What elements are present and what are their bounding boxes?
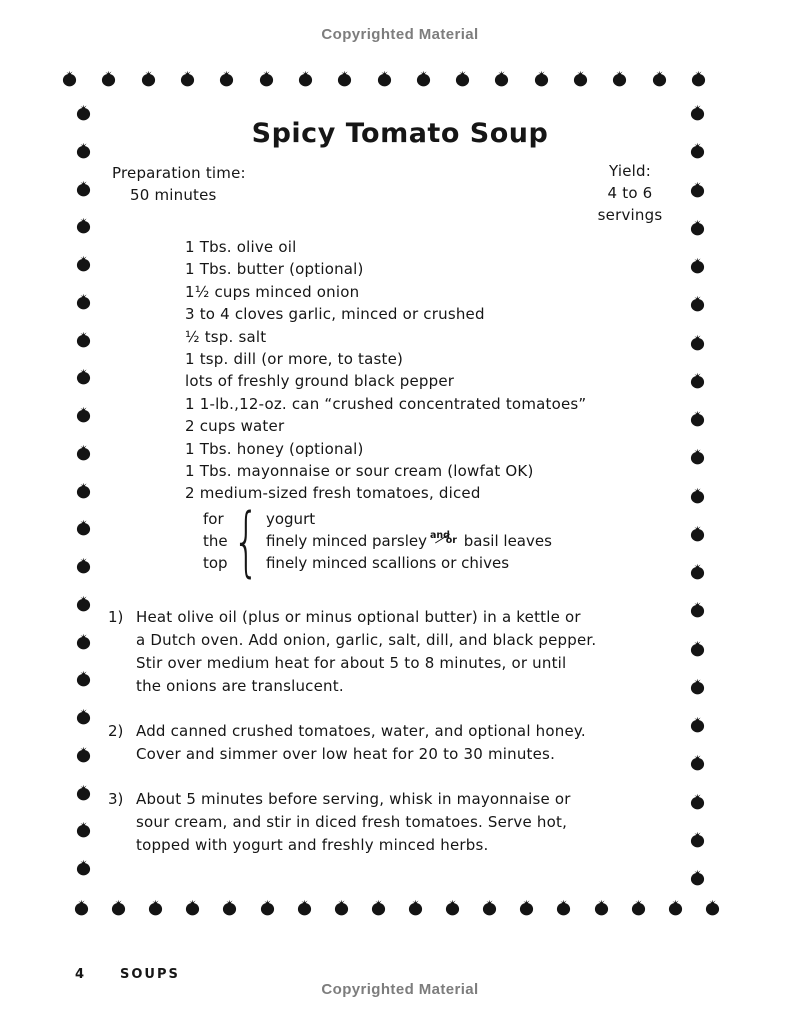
prep-time-block: [112, 162, 246, 206]
tomato-icon: [688, 408, 707, 429]
ingredient-line: 1½ cups minced onion: [185, 282, 360, 301]
tomato-icon: [146, 897, 165, 918]
copyright-notice-top: Copyrighted Material: [321, 26, 479, 43]
yield-value: 4 to 6: [607, 184, 653, 202]
topping-label-word: the: [203, 532, 228, 550]
tomato-icon: [139, 68, 158, 89]
step-text: [136, 788, 571, 857]
ingredient-line: 2 medium-sized fresh tomatoes, diced: [185, 484, 481, 503]
tomato-icon: [532, 68, 551, 89]
tomato-icon: [74, 782, 93, 803]
tomato-icon: [492, 68, 511, 89]
tomato-icon: [74, 253, 93, 274]
tomato-icon: [60, 68, 79, 89]
ingredient-line: lots of freshly ground black pepper: [185, 372, 455, 391]
tomato-icon: [74, 857, 93, 878]
tomato-icon: [453, 68, 472, 89]
tomato-icon: [74, 178, 93, 199]
topping-label-word: top: [203, 554, 228, 572]
recipe-title: Spicy Tomato Soup: [251, 118, 549, 149]
step-text-line: Heat olive oil (plus or minus optional butter) in a kettle or: [136, 608, 581, 626]
tomato-icon: [688, 867, 707, 888]
tomato-icon: [517, 897, 536, 918]
tomato-icon: [406, 897, 425, 918]
tomato-icon: [688, 714, 707, 735]
step-text-line: Stir over medium heat for about 5 to 8 minutes, or until: [136, 654, 567, 672]
yield-label: Yield:: [609, 162, 651, 180]
tomato-icon: [74, 366, 93, 387]
ingredient-line: 3 to 4 cloves garlic, minced or crushed: [185, 305, 485, 324]
tomato-icon: [688, 370, 707, 391]
step-text: [136, 606, 596, 698]
tomato-icon: [650, 68, 669, 89]
step-text-line: Add canned crushed tomatoes, water, and optional honey.: [136, 722, 586, 740]
tomato-icon: [295, 897, 314, 918]
tomato-icon: [688, 523, 707, 544]
tomato-icon: [74, 706, 93, 727]
ingredient-line: 1 1-lb.,12-oz. can “crushed concentrated tomatoes”: [185, 394, 587, 413]
instruction-step: [108, 606, 683, 698]
topping-label: [203, 508, 228, 574]
topping-item: yogurt: [265, 510, 316, 528]
tomato-icon: [688, 829, 707, 850]
step-text-line: Cover and simmer over low heat for 20 to 30 minutes.: [136, 745, 556, 763]
yield-unit: servings: [597, 206, 663, 224]
tomato-icon: [74, 442, 93, 463]
tomato-icon: [688, 599, 707, 620]
tomato-icon: [443, 897, 462, 918]
tomato-icon: [688, 332, 707, 353]
step-text-line: topped with yogurt and freshly minced herbs.: [136, 836, 489, 854]
tomato-border-top: [60, 64, 708, 92]
ingredient-line: 1 Tbs. honey (optional): [185, 439, 364, 458]
tomato-icon: [332, 897, 351, 918]
prep-time-value: 50 minutes: [130, 186, 217, 204]
tomato-icon: [414, 68, 433, 89]
ingredient-line: 1 Tbs. mayonnaise or sour cream (lowfat OK): [185, 461, 534, 480]
tomato-border-right: [684, 102, 710, 888]
tomato-icon: [257, 68, 276, 89]
copyright-notice-bottom: Copyrighted Material: [321, 981, 479, 998]
tomato-icon: [688, 752, 707, 773]
tomato-icon: [296, 68, 315, 89]
ingredient-line: 1 tsp. dill (or more, to taste): [185, 349, 404, 368]
tomato-icon: [688, 217, 707, 238]
instruction-step: [108, 720, 683, 766]
tomato-icon: [688, 561, 707, 582]
step-text-line: the onions are translucent.: [136, 677, 344, 695]
topping-block: [203, 496, 552, 585]
topping-items: [266, 508, 552, 574]
ingredient-line: 1 Tbs. butter (optional): [185, 260, 364, 279]
tomato-border-left: [70, 102, 96, 878]
tomato-icon: [74, 215, 93, 236]
step-number: 1): [108, 608, 124, 626]
tomato-icon: [178, 68, 197, 89]
tomato-icon: [688, 293, 707, 314]
brace-glyph: {: [232, 496, 260, 585]
tomato-icon: [688, 638, 707, 659]
tomato-icon: [571, 68, 590, 89]
step-text-line: a Dutch oven. Add onion, garlic, salt, dill, and black pepper.: [136, 631, 597, 649]
tomato-icon: [688, 791, 707, 812]
tomato-icon: [99, 68, 118, 89]
step-text-line: sour cream, and stir in diced fresh tomatoes. Serve hot,: [136, 813, 568, 831]
tomato-icon: [688, 179, 707, 200]
tomato-icon: [688, 485, 707, 506]
tomato-icon: [74, 404, 93, 425]
tomato-icon: [689, 68, 708, 89]
tomato-icon: [183, 897, 202, 918]
tomato-icon: [666, 897, 685, 918]
tomato-icon: [688, 446, 707, 467]
step-number: 2): [108, 722, 124, 740]
tomato-icon: [217, 68, 236, 89]
tomato-icon: [109, 897, 128, 918]
topping-label-word: for: [203, 510, 224, 528]
tomato-icon: [688, 676, 707, 697]
page-footer: [75, 967, 180, 982]
ingredient-line: 2 cups water: [185, 417, 285, 436]
tomato-icon: [592, 897, 611, 918]
tomato-icon: [554, 897, 573, 918]
tomato-icon: [74, 291, 93, 312]
tomato-icon: [610, 68, 629, 89]
tomato-icon: [629, 897, 648, 918]
tomato-icon: [703, 897, 722, 918]
tomato-icon: [688, 255, 707, 276]
topping-item: finely minced scallions or chives: [265, 554, 510, 572]
tomato-icon: [74, 744, 93, 765]
tomato-icon: [74, 329, 93, 350]
tomato-icon: [74, 668, 93, 689]
tomato-border-bottom: [72, 892, 722, 922]
step-text: [136, 720, 586, 766]
topping-item: finely minced parsley and or basil leaves: [265, 530, 552, 550]
tomato-icon: [258, 897, 277, 918]
tomato-icon: [74, 555, 93, 576]
tomato-icon: [74, 631, 93, 652]
tomato-icon: [369, 897, 388, 918]
tomato-icon: [74, 480, 93, 501]
section-label: SOUPS: [120, 967, 180, 982]
instruction-step: [108, 788, 683, 857]
and-or-mark: and or: [430, 530, 457, 546]
ingredient-line: ½ tsp. salt: [185, 327, 267, 346]
tomato-icon: [220, 897, 239, 918]
prep-time-label: Preparation time:: [112, 164, 246, 182]
tomato-icon: [74, 593, 93, 614]
ingredient-list: [185, 236, 615, 505]
ingredient-line: 1 Tbs. olive oil: [185, 238, 297, 256]
tomato-icon: [74, 517, 93, 538]
step-text-line: About 5 minutes before serving, whisk in mayonnaise or: [136, 790, 571, 808]
tomato-icon: [375, 68, 394, 89]
instruction-steps: [108, 606, 683, 879]
step-number: 3): [108, 790, 124, 808]
tomato-icon: [74, 819, 93, 840]
yield-block: [588, 160, 672, 226]
tomato-icon: [335, 68, 354, 89]
page-number: 4: [75, 967, 85, 982]
tomato-icon: [480, 897, 499, 918]
tomato-icon: [72, 897, 91, 918]
